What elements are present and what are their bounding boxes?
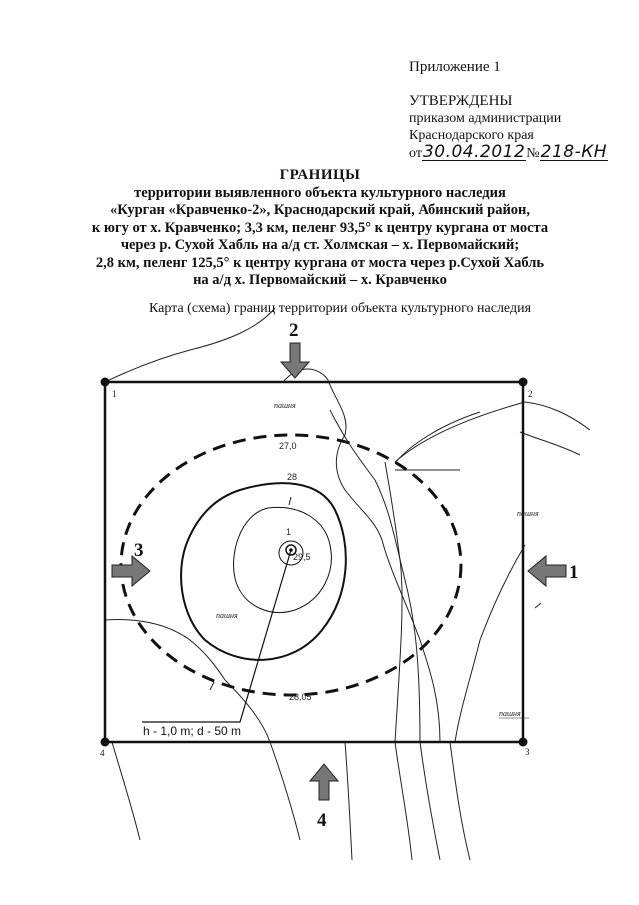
contour-inner (234, 507, 332, 612)
view-arrow-left (112, 540, 150, 586)
approval-line: приказом администрации (409, 111, 562, 126)
contour-label: 1 (286, 527, 292, 537)
contour-label: 27,0 (279, 441, 297, 451)
view-number: 1 (569, 562, 579, 583)
mound-contours (181, 483, 346, 660)
contour-line (385, 462, 402, 742)
arrow-left-icon (528, 556, 566, 586)
scale-leader (142, 550, 291, 722)
corner-label: 3 (525, 747, 530, 757)
scale-label: h - 1,0 m; d - 50 m (143, 724, 242, 738)
view-arrow-bottom (310, 764, 338, 831)
contour-tick (210, 682, 214, 690)
corner-point (101, 378, 110, 387)
contour-label: 28,05 (289, 692, 312, 702)
header-line: 2,8 км, пеленг 125,5° к центру кургана от моста через р.Сухой Хабль (95, 254, 545, 271)
arrow-up-icon (310, 764, 338, 800)
corner-label: 4 (100, 748, 105, 758)
contour-line (525, 402, 590, 430)
contour-tick (289, 497, 291, 505)
contour-line (420, 742, 440, 860)
corner-point (519, 378, 528, 387)
contour-line (395, 402, 525, 462)
contour-line (112, 742, 140, 840)
contour-line (105, 620, 225, 680)
contour-line (395, 742, 412, 860)
contour-line (270, 742, 300, 840)
number-prefix: № (526, 146, 540, 161)
contour-line (105, 308, 275, 382)
contour-line (395, 412, 480, 463)
view-number: 4 (317, 810, 327, 831)
corner-point (519, 738, 528, 747)
land-use-label: пашня (517, 509, 539, 518)
handwritten-date: 30.04.2012 (422, 142, 526, 162)
header-line: через р. Сухой Хабль на а/д ст. Холмская – х. Первомайский; (120, 237, 520, 253)
arrow-down-icon (281, 343, 309, 378)
appendix-label: Приложение 1 (409, 59, 501, 75)
header-line: территории выявленного объекта культурного наследия (134, 184, 506, 201)
contour-line (450, 742, 470, 860)
contour-label: 28 (287, 472, 298, 482)
header-line: на а/д х. Первомайский – х. Кравченко (193, 272, 447, 288)
contour-line (520, 432, 580, 455)
header-line: «Курган «Кравченко-2», Краснодарский край, Абинский район, (109, 202, 531, 218)
view-arrow-right (528, 556, 579, 586)
date-prefix: от (409, 146, 422, 161)
approval-line: Краснодарского края (409, 128, 534, 143)
contour-line (345, 742, 352, 860)
map-caption: Карта (схема) границ территории объекта культурного наследия (148, 301, 532, 316)
header-line: к югу от х. Кравченко; 3,3 км, пеленг 93,5° к центру кургана от моста (91, 219, 549, 236)
handwritten-number: 218-КН (540, 142, 608, 162)
land-use-label: пашня (499, 709, 521, 718)
document-title: ГРАНИЦЫ (279, 167, 361, 183)
land-use-label: пашня (274, 401, 296, 410)
view-number: 2 (289, 320, 299, 341)
corner-label: 1 (112, 389, 117, 399)
contour-label: 29,5 (293, 552, 311, 562)
corner-label: 2 (528, 389, 533, 399)
contour-lines (105, 308, 590, 860)
approval-title: УТВЕРЖДЕНЫ (409, 93, 513, 109)
land-use-label: пашня (216, 611, 238, 620)
arrow-right-icon (112, 556, 150, 586)
territory-boundary (105, 382, 523, 742)
contour-tick (535, 603, 541, 608)
view-number: 3 (134, 540, 144, 561)
contour-line (330, 410, 420, 742)
corner-point (101, 738, 110, 747)
